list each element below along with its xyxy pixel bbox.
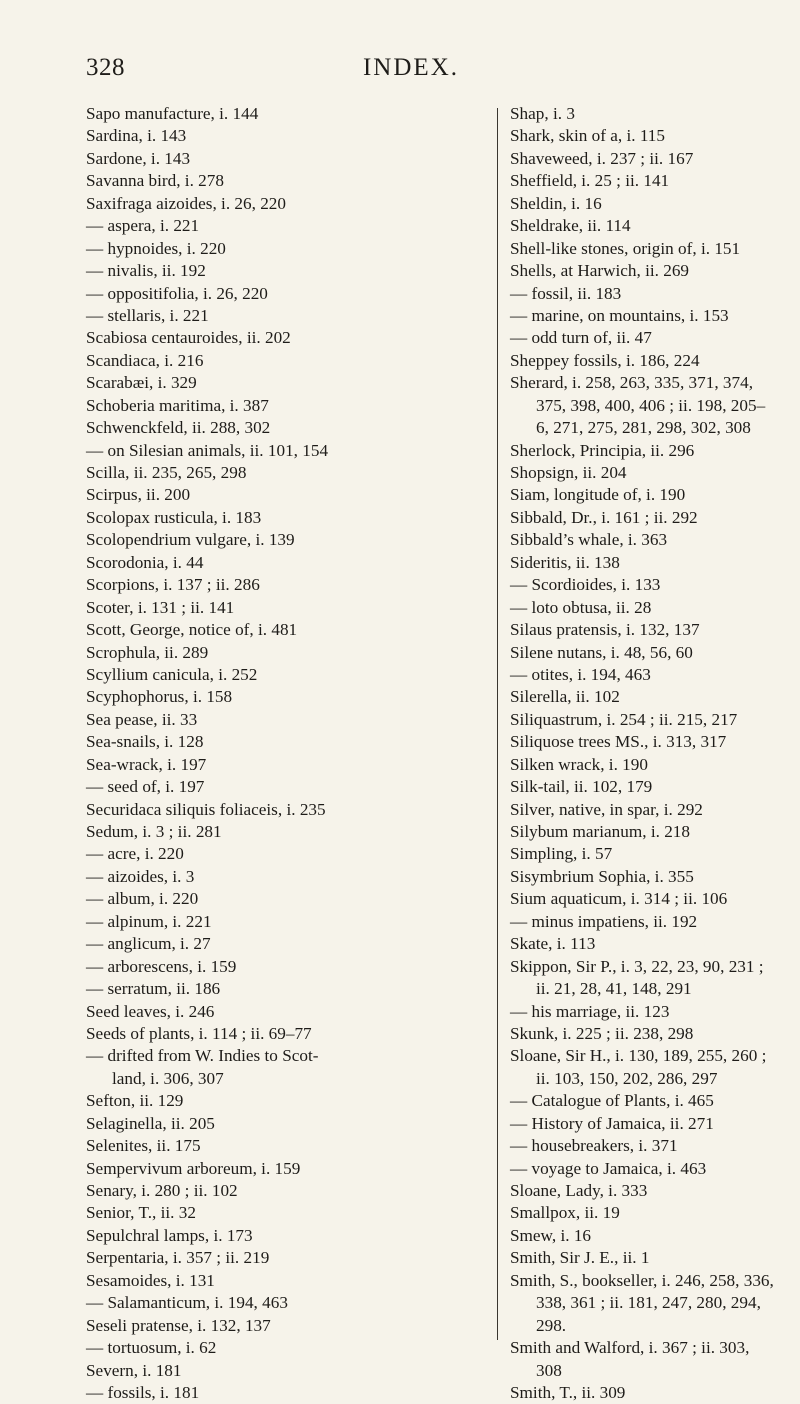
index-entry: — aizoides, i. 3 [86,866,195,886]
index-entry: Silaus pratensis, i. 132, 137 [510,620,700,640]
index-entry: Securidaca siliquis foliaceis, i. 235 [86,799,326,819]
index-entry: — fossils, i. 181 [86,1382,200,1402]
index-entry: — otites, i. 194, 463 [510,664,651,684]
index-entry-continuation: 308 [536,1360,562,1380]
index-entry: Sherlock, Principia, ii. 296 [510,440,695,460]
index-entry: Silerella, ii. 102 [510,687,620,707]
index-entry: — loto obtusa, ii. 28 [510,597,652,617]
index-entry-continuation: ii. 21, 28, 41, 148, 291 [536,979,692,999]
index-entry: Sheffield, i. 25 ; ii. 141 [510,171,670,191]
index-entry: Smith, S., bookseller, i. 246, 258, 336, [510,1270,774,1290]
index-column-right [510,103,800,1404]
index-entry: Sefton, ii. 129 [86,1091,184,1111]
index-entry: Sherard, i. 258, 263, 335, 371, 374, [510,373,753,393]
index-entry: — minus impatiens, ii. 192 [510,911,698,931]
index-entry: Sapo manufacture, i. 144 [86,104,259,123]
index-entry: Sisymbrium Sophia, i. 355 [510,866,694,886]
index-entry: — his marriage, ii. 123 [510,1001,670,1021]
index-entry: — Scordioides, i. 133 [510,575,661,595]
column-divider [497,108,498,1340]
page-header [86,54,736,90]
index-entry: Sea-wrack, i. 197 [86,754,207,774]
index-entry: Shaveweed, i. 237 ; ii. 167 [510,148,694,168]
index-entry: — alpinum, i. 221 [86,911,212,931]
index-entry: — marine, on mountains, i. 153 [510,305,729,325]
index-entry: Sloane, Lady, i. 333 [510,1181,648,1200]
index-entry: — acre, i. 220 [86,844,184,864]
index-entry: Sideritis, ii. 138 [510,552,620,572]
index-entry: Scyphophorus, i. 158 [86,687,233,707]
index-entry: Sloane, Sir H., i. 130, 189, 255, 260 ; [510,1046,767,1066]
index-entry: — album, i. 220 [86,889,199,909]
page-number: 328 [86,54,125,81]
index-entry: — on Silesian animals, ii. 101, 154 [86,440,329,460]
index-entry: — hypnoides, i. 220 [86,238,226,258]
index-entry: Sardone, i. 143 [86,148,191,168]
index-entry: Sibbald, Dr., i. 161 ; ii. 292 [510,507,698,527]
index-entry: Scilla, ii. 235, 265, 298 [86,463,247,482]
index-column-left [86,103,478,1404]
index-entry: Sium aquaticum, i. 314 ; ii. 106 [510,889,728,909]
index-entry: Schoberia maritima, i. 387 [86,395,269,415]
index-entry: Smith and Walford, i. 367 ; ii. 303, [510,1338,750,1358]
running-title: INDEX. [362,54,459,81]
index-entry: — tortuosum, i. 62 [86,1338,217,1358]
index-entry: — fossil, ii. 183 [510,283,622,303]
index-entry: — drifted from W. Indies to Scot- [86,1046,319,1066]
index-entry: — arborescens, i. 159 [86,956,237,976]
index-entry-continuation: 375, 398, 400, 406 ; ii. 198, 205– [536,395,766,415]
index-entry-continuation: 298. [536,1315,567,1335]
index-entry: Skippon, Sir P., i. 3, 22, 23, 90, 231 ; [510,956,764,976]
index-entry: Sea pease, ii. 33 [86,709,198,729]
index-entry: — aspera, i. 221 [86,216,200,236]
index-entry: Sepulchral lamps, i. 173 [86,1225,253,1245]
index-entry: Scirpus, ii. 200 [86,485,191,505]
index-entry: Sedum, i. 3 ; ii. 281 [86,822,222,841]
index-entry: — serratum, ii. 186 [86,979,221,999]
index-entry: Smith, Sir J. E., ii. 1 [510,1248,650,1268]
index-entry: Scyllium canicula, i. 252 [86,664,258,684]
index-entry: Siliquastrum, i. 254 ; ii. 215, 217 [510,709,738,729]
index-entry: — History of Jamaica, ii. 271 [510,1113,714,1133]
index-entry: — anglicum, i. 27 [86,934,211,954]
index-entry: Sesamoides, i. 131 [86,1270,215,1290]
index-entry: — housebreakers, i. 371 [510,1136,678,1156]
index-entry: Silybum marianum, i. 218 [510,822,690,841]
index-entry: Shell-like stones, origin of, i. 151 [510,238,741,258]
index-entry: — Salamanticum, i. 194, 463 [86,1293,288,1313]
index-entry: Severn, i. 181 [86,1360,182,1380]
index-entry: Scott, George, notice of, i. 481 [86,620,298,640]
index-entry: Skunk, i. 225 ; ii. 238, 298 [510,1023,694,1043]
index-entry: Serpentaria, i. 357 ; ii. 219 [86,1248,270,1268]
index-entry: Seed leaves, i. 246 [86,1001,215,1021]
index-entry: — Catalogue of Plants, i. 465 [510,1091,714,1111]
index-entry: Smith, T., ii. 309 [510,1382,626,1402]
index-entry-continuation: ii. 103, 150, 202, 286, 297 [536,1068,718,1088]
index-entry: Skate, i. 113 [510,934,596,954]
index-entry: Seeds of plants, i. 114 ; ii. 69–77 [86,1023,312,1043]
index-entry: — stellaris, i. 221 [86,305,209,325]
index-entry: Sempervivum arboreum, i. 159 [86,1158,301,1178]
index-entry: Selenites, ii. 175 [86,1136,201,1156]
index-entry: Scorpions, i. 137 ; ii. 286 [86,575,260,595]
index-entry: Savanna bird, i. 278 [86,171,224,191]
index-entry: Sheppey fossils, i. 186, 224 [510,350,700,370]
index-entry: Simpling, i. 57 [510,844,613,864]
index-entry: Sardina, i. 143 [86,126,187,146]
index-entry: Siam, longitude of, i. 190 [510,485,686,505]
index-entry: Shark, skin of a, i. 115 [510,126,665,146]
index-entry: Scarabæi, i. 329 [86,373,197,393]
index-entry: Sheldin, i. 16 [510,193,602,213]
index-entry: Scorodonia, i. 44 [86,552,204,572]
index-entry: Scrophula, ii. 289 [86,642,209,662]
index-entry: Shells, at Harwich, ii. 269 [510,261,690,281]
index-entry: Smew, i. 16 [510,1225,592,1245]
index-entry: Scolopendrium vulgare, i. 139 [86,530,295,550]
index-entry: Senary, i. 280 ; ii. 102 [86,1181,238,1200]
index-entry-continuation: land, i. 306, 307 [112,1068,224,1088]
index-entry: Saxifraga aizoides, i. 26, 220 [86,193,286,213]
index-entry: Scandiaca, i. 216 [86,350,204,370]
index-entry: Sibbald’s whale, i. 363 [510,530,668,550]
index-entry: Silene nutans, i. 48, 56, 60 [510,642,693,662]
index-entry: — odd turn of, ii. 47 [510,328,652,348]
index-entry: — seed of, i. 197 [86,777,205,797]
index-entry: Sheldrake, ii. 114 [510,216,631,236]
index-entry: Shap, i. 3 [510,104,575,123]
index-entry: Selaginella, ii. 205 [86,1113,215,1133]
index-entry: — voyage to Jamaica, i. 463 [510,1158,707,1178]
index-entry: Scoter, i. 131 ; ii. 141 [86,597,235,617]
index-entry: Silk-tail, ii. 102, 179 [510,777,653,797]
index-entry: Siliquose trees MS., i. 313, 317 [510,732,727,752]
index-entry: — oppositifolia, i. 26, 220 [86,283,268,303]
index-entry: Smallpox, ii. 19 [510,1203,620,1223]
index-entry-continuation: 338, 361 ; ii. 181, 247, 280, 294, [536,1293,761,1313]
index-entry: Seseli pratense, i. 132, 137 [86,1315,271,1335]
index-entry: Scolopax rusticula, i. 183 [86,507,262,527]
index-entry: Schwenckfeld, ii. 288, 302 [86,418,271,438]
index-entry: Scabiosa centauroides, ii. 202 [86,328,291,348]
index-entry: Sea-snails, i. 128 [86,732,204,752]
index-entry-continuation: 6, 271, 275, 281, 298, 302, 308 [536,418,751,438]
index-entry: Shopsign, ii. 204 [510,463,627,482]
index-entry: Silver, native, in spar, i. 292 [510,799,703,819]
index-entry: Silken wrack, i. 190 [510,754,648,774]
index-entry: Senior, T., ii. 32 [86,1203,196,1223]
index-entry: — nivalis, ii. 192 [86,261,206,281]
